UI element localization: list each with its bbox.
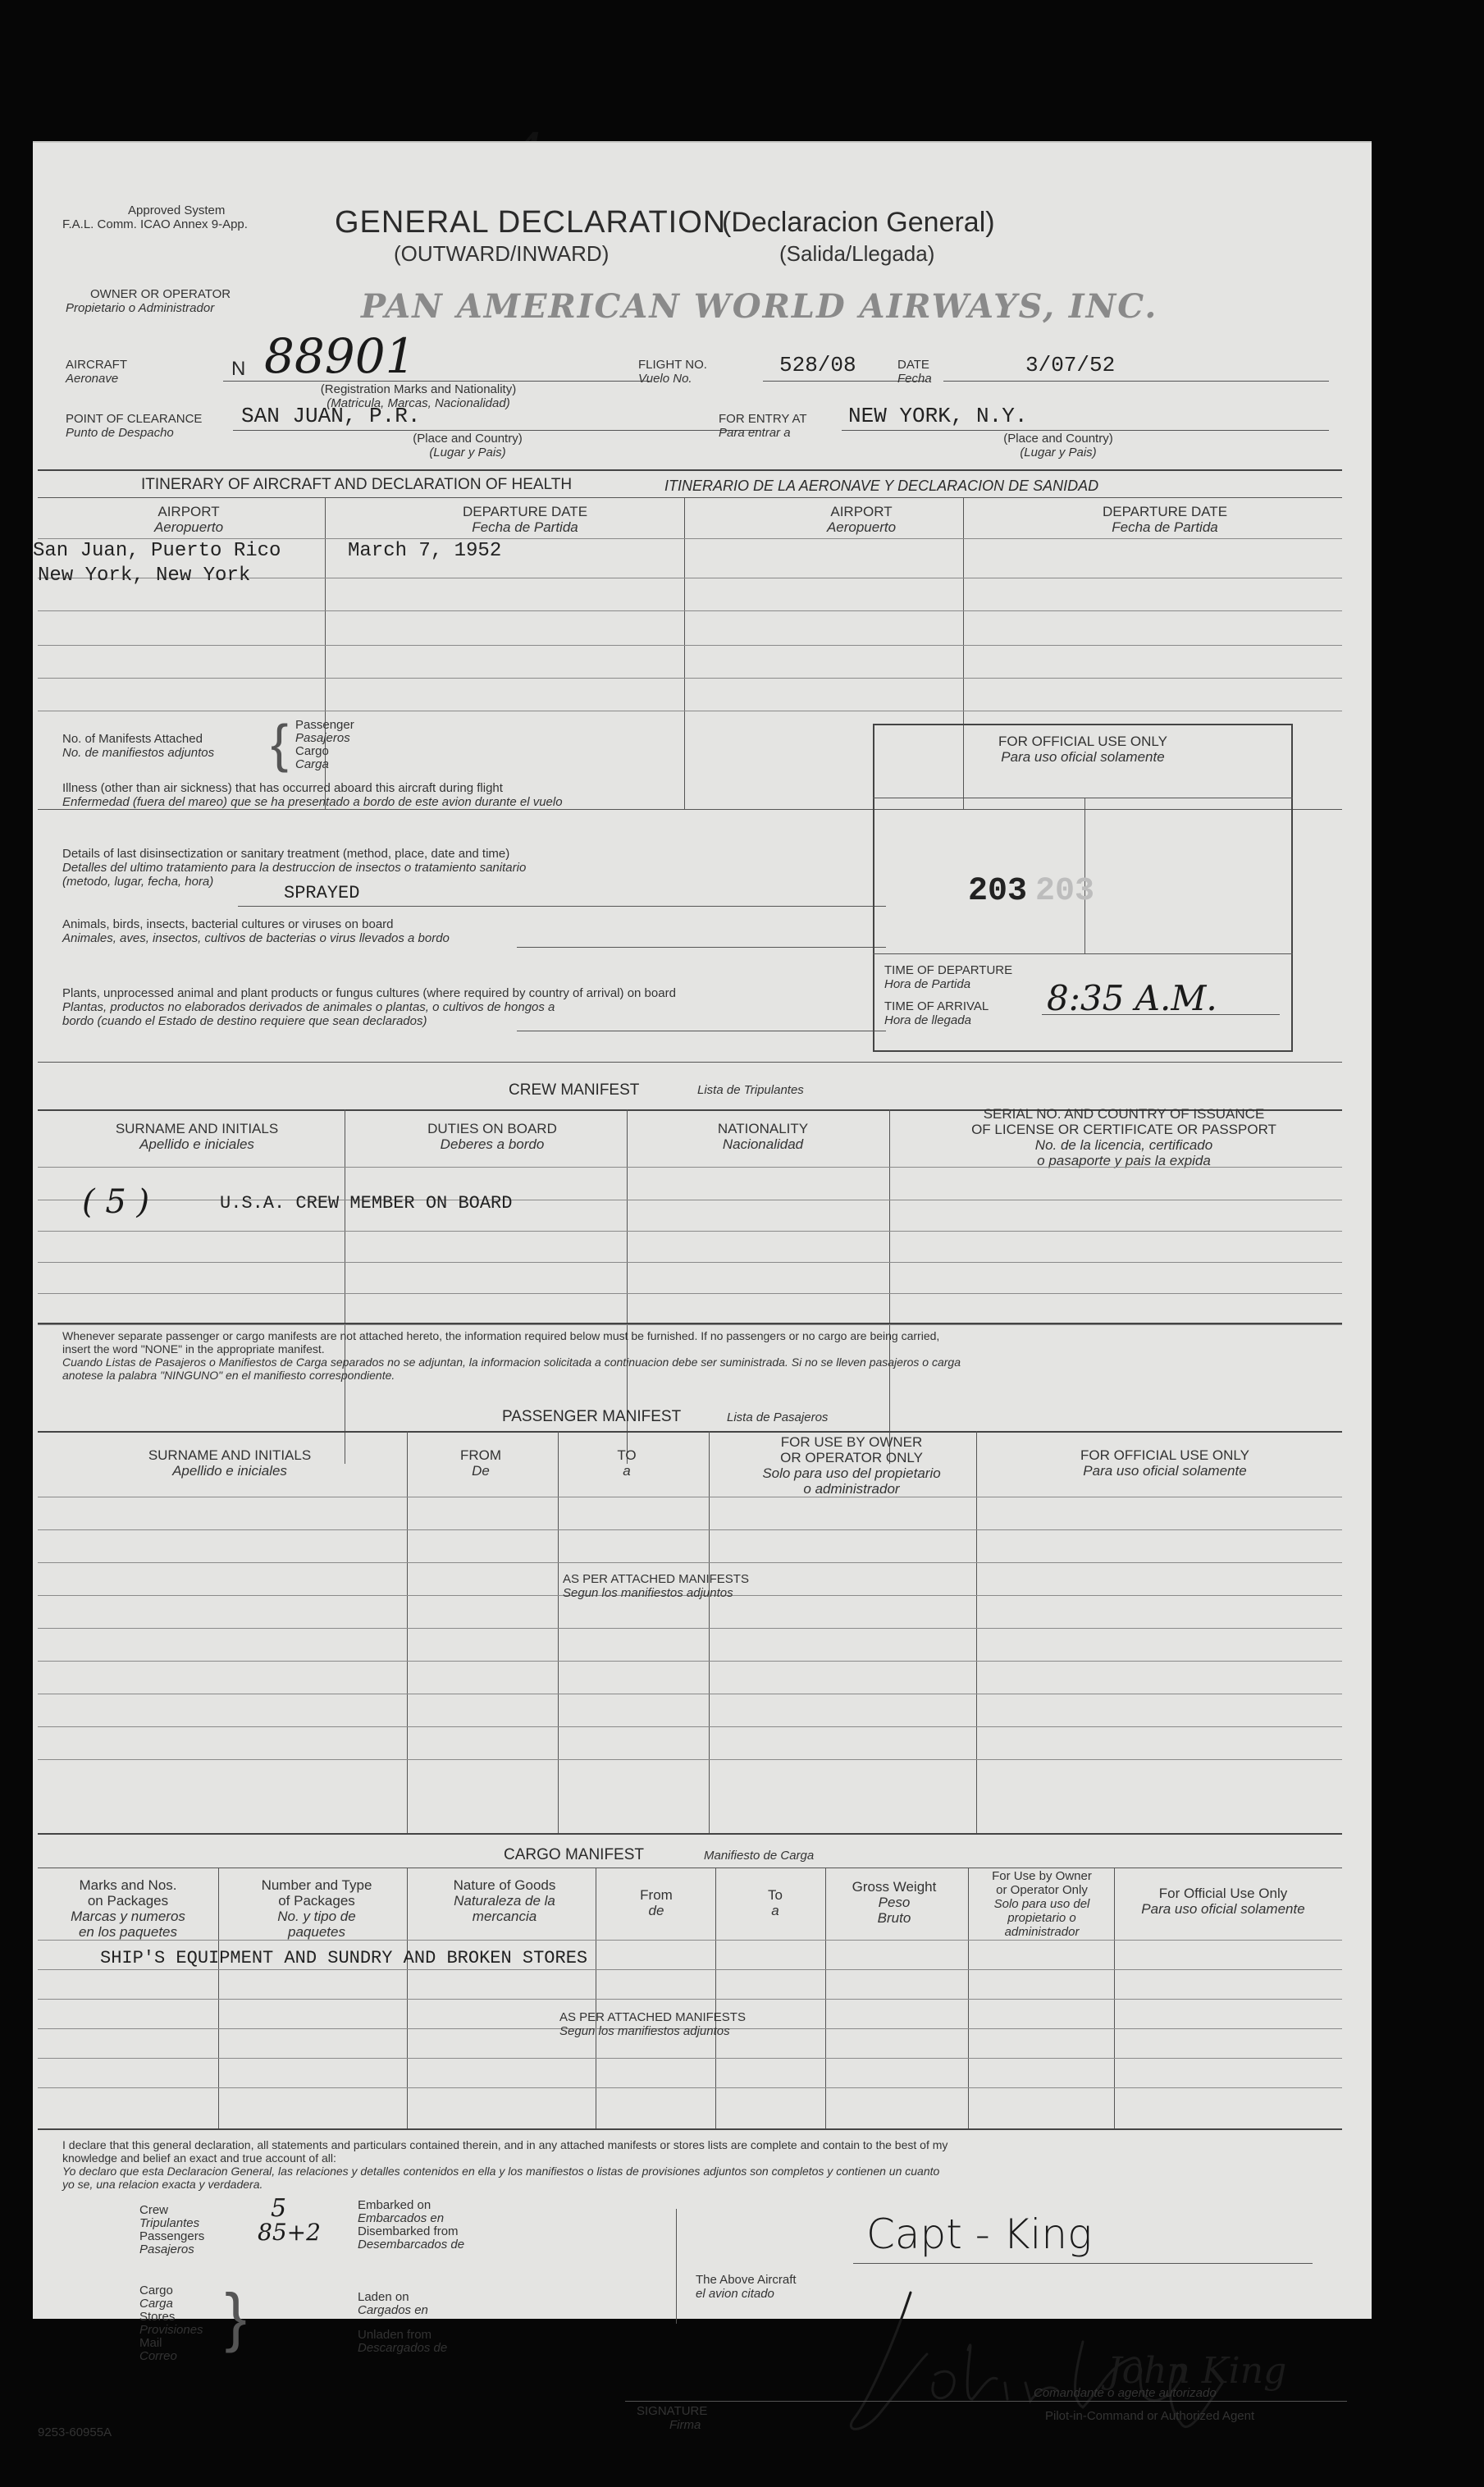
cargo-col-goods: Nature of Goods Naturaleza de la mercancia bbox=[453, 1877, 556, 1924]
illness-label: Illness (other than air sickness) that has occurred aboard this aircraft during flight Enfermedad (fuera del mareo) que se ha presentado a bordo de este avion durante el vuelo bbox=[62, 781, 563, 809]
crew-count: ( 5 ) bbox=[82, 1183, 150, 1221]
passenger-title: PASSENGER MANIFEST bbox=[502, 1408, 682, 1425]
pass-col-to: TO a bbox=[617, 1447, 637, 1479]
official-use-title: FOR OFFICIAL USE ONLY Para uso oficial solamente bbox=[998, 734, 1167, 765]
totals-crew-pass-labels: Crew Tripulantes Passengers Pasajeros bbox=[139, 2203, 205, 2256]
form-subtitle: (OUTWARD/INWARD) bbox=[394, 241, 610, 266]
flight-label: FLIGHT NO. Vuelo No. bbox=[638, 358, 707, 386]
totals-cargo-labels: Cargo Carga Stores Provisiones Mail Correo bbox=[139, 2284, 203, 2363]
aircraft-note: (Registration Marks and Nationality) (Matricula, Marcas, Nacionalidad) bbox=[320, 382, 517, 410]
signer-role-es: Comandante o agente autorizado bbox=[1034, 2386, 1217, 2400]
entry-label: FOR ENTRY AT Para entrar a bbox=[719, 412, 807, 440]
signature-label: SIGNATURE Firma bbox=[637, 2404, 708, 2432]
date-value: 3/07/52 bbox=[1025, 353, 1116, 377]
aircraft-prefix: N bbox=[231, 358, 246, 380]
itinerary-title: ITINERARY OF AIRCRAFT AND DECLARATION OF HEALTH bbox=[141, 476, 573, 493]
arrival-time-label: TIME OF ARRIVAL Hora de llegada bbox=[884, 999, 989, 1027]
above-aircraft-note: The Above Aircraft el avion citado bbox=[696, 2273, 797, 2301]
manifests-attached-label: No. of Manifests Attached No. de manifiestos adjuntos bbox=[62, 732, 215, 760]
crew-entry: U.S.A. CREW MEMBER ON BOARD bbox=[220, 1193, 513, 1214]
official-number-ghost: 203 bbox=[1035, 873, 1095, 910]
form-title-es: (Declaracion General) bbox=[722, 207, 995, 238]
pass-col-owner: FOR USE BY OWNER OR OPERATOR ONLY Solo para uso del propietario o administrador bbox=[762, 1434, 941, 1497]
signer-role: Pilot-in-Command or Authorized Agent bbox=[1045, 2409, 1255, 2423]
crew-col-nationality: NATIONALITY Nacionalidad bbox=[717, 1121, 809, 1152]
crew-total: 5 bbox=[271, 2194, 287, 2223]
plants-label: Plants, unprocessed animal and plant products or fungus cultures (where required by country of arrival) on board Plantas, productos no elaborados derivados de animales o plantas, o cultivos de hongos a bordo (cuando el Estado de destino requiere que sean declarados) bbox=[62, 986, 676, 1028]
itin-col-departure-1: DEPARTURE DATE Fecha de Partida bbox=[462, 504, 588, 535]
declaration-text: I declare that this general declaration, all statements and particulars contained therein, and in any attached manifests or stores lists are complete and contain to the best of my knowledge and belief an exact and true account of all: Yo declaro que esta Declaracion General, las relaciones y detalles contenidos en ella y los manifiestos o listas de provisiones adjuntos son completos y contienen un cuanto yo se, una relacion exacta y verdadera. bbox=[62, 2138, 948, 2191]
cargo-col-owner: For Use by Owner or Operator Only Solo para uso del propietario o administrador bbox=[992, 1869, 1092, 1939]
crew-col-duties: DUTIES ON BOARD Deberes a bordo bbox=[427, 1121, 557, 1152]
itin-row-1-date: March 7, 1952 bbox=[348, 540, 502, 562]
laden-labels: Laden on Cargados en Unladen from Descargados de bbox=[358, 2290, 448, 2355]
crew-title: CREW MANIFEST bbox=[509, 1081, 640, 1099]
departure-time-label: TIME OF DEPARTURE Hora de Partida bbox=[884, 963, 1013, 991]
form-number: 9253-60955A bbox=[38, 2425, 112, 2439]
crew-col-surname: SURNAME AND INITIALS Apellido e iniciales bbox=[115, 1121, 279, 1152]
captain-name-handwritten: Capt - King bbox=[866, 2210, 1093, 2258]
aircraft-registration: 88901 bbox=[264, 328, 416, 384]
official-number: 203 bbox=[968, 873, 1028, 910]
signature-text: John King bbox=[1107, 2350, 1287, 2392]
owner-label: OWNER OR OPERATOR Propietario o Administrador bbox=[66, 287, 231, 315]
cargo-col-marks: Marks and Nos. on Packages Marcas y numeros en los paquetes bbox=[71, 1877, 185, 1940]
disinsect-label: Details of last disinsectization or sanitary treatment (method, place, date and time) Detalles del ultimo tratamiento para la destruccion de insectos o tratamiento sanitario (metodo, lugar, fecha, hora) bbox=[62, 847, 527, 889]
arrival-time-value: 8:35 A.M. bbox=[1047, 978, 1217, 1018]
cargo-stamp: AS PER ATTACHED MANIFESTS Segun los manifiestos adjuntos bbox=[559, 2010, 746, 2038]
owner-value: PAN AMERICAN WORLD AIRWAYS, INC. bbox=[361, 287, 1158, 326]
crew-title-es: Lista de Tripulantes bbox=[697, 1083, 804, 1097]
form-title: GENERAL DECLARATION bbox=[335, 205, 727, 240]
cargo-col-packages: Number and Type of Packages No. y tipo de paquetes bbox=[261, 1877, 372, 1940]
passenger-title-es: Lista de Pasajeros bbox=[727, 1410, 829, 1424]
itin-row-1-airport: San Juan, Puerto Rico bbox=[33, 540, 281, 562]
disinsect-value: SPRAYED bbox=[284, 883, 360, 903]
embark-labels: Embarked on Embarcados en Disembarked from Desembarcados de bbox=[358, 2198, 465, 2252]
entry-value: NEW YORK, N.Y. bbox=[848, 404, 1028, 428]
flight-number: 528/08 bbox=[779, 353, 856, 377]
itin-col-airport-2: AIRPORT Aeropuerto bbox=[826, 504, 897, 535]
pass-col-from: FROM De bbox=[459, 1447, 502, 1479]
itin-col-departure-2: DEPARTURE DATE Fecha de Partida bbox=[1102, 504, 1228, 535]
date-label: DATE Fecha bbox=[897, 358, 932, 386]
itinerary-title-es: ITINERARIO DE LA AERONAVE Y DECLARACION DE SANIDAD bbox=[664, 478, 1099, 494]
cargo-col-from: From de bbox=[640, 1887, 673, 1918]
clearance-label: POINT OF CLEARANCE Punto de Despacho bbox=[66, 412, 203, 440]
cargo-col-to: To a bbox=[768, 1887, 783, 1918]
animals-label: Animals, birds, insects, bacterial cultures or viruses on board Animales, aves, insectos, cultivos de bacterias o virus llevados a bordo bbox=[62, 917, 450, 945]
approval-note: Approved System F.A.L. Comm. ICAO Annex 9-App. bbox=[62, 203, 248, 231]
aircraft-label: AIRCRAFT Aeronave bbox=[66, 358, 127, 386]
itin-col-airport-1: AIRPORT Aeropuerto bbox=[153, 504, 224, 535]
crew-col-license: SERIAL NO. AND COUNTRY OF ISSUANCE OF LICENSE OR CERTIFICATE OR PASSPORT No. de la licencia, certificado o pasaporte y pais la expida bbox=[971, 1106, 1276, 1168]
passenger-stamp: AS PER ATTACHED MANIFESTS Segun los manifiestos adjuntos bbox=[563, 1572, 749, 1600]
cargo-title: CARGO MANIFEST bbox=[504, 1846, 645, 1863]
pass-col-official: FOR OFFICIAL USE ONLY Para uso oficial solamente bbox=[1080, 1447, 1249, 1479]
cargo-entry: SHIP'S EQUIPMENT AND SUNDRY AND BROKEN STORES bbox=[100, 1948, 588, 1968]
passenger-total: 85+2 bbox=[258, 2219, 321, 2246]
entry-note: (Place and Country) (Lugar y Pais) bbox=[1003, 432, 1113, 459]
clearance-value: SAN JUAN, P.R. bbox=[241, 404, 421, 428]
cargo-col-official: For Official Use Only Para uso oficial solamente bbox=[1141, 1886, 1305, 1917]
cargo-col-weight: Gross Weight Peso Bruto bbox=[852, 1879, 937, 1926]
pass-col-surname: SURNAME AND INITIALS Apellido e iniciales bbox=[148, 1447, 312, 1479]
general-declaration-form: Approved System F.A.L. Comm. ICAO Annex 9-App. GENERAL DECLARATION (Declaracion General) (OUTWARD/INWARD) (Salida/Llegada) OWNER OR OPERATOR Propietario o Administrador PAN AMERICAN WORLD AIRWAYS, INC. AIRCRAFT Aeronave N 88901 (Registration Marks and Nationality) (Matricula, Marcas, Nacionalidad) FLIGHT NO. Vuelo No. 528/08 DATE Fecha 3/07/52 POINT OF CLEARANCE Punto de Despacho SAN JUAN, P.R. (Place and Country) (Lugar y Pais) FOR ENTRY AT Para entrar a NEW YORK, N.Y. (Place and Country) (Lugar y Pais) ITINERARY OF AIRCRAFT AND DECLARATION OF HEALTH ITINERARIO DE LA AERONAVE Y DECLARACION DE SANIDAD AIRPORT Aeropuerto DEPARTURE DATE Fecha de Partida AIRPORT Aeropuerto DEPARTURE DATE Fecha de Partida San Juan, Puerto Rico March 7, 1952 New York, New York No. of Manifests Attached No. de manifiestos adjuntos { Passenger Pasajeros Cargo Carga Illness (other than air sickness) that has occurred aboard this aircraft during flight Enfermedad (fuera del mareo) que se ha presentado a bordo de este avion durante el vuelo Details of last disinsectization or sanitary treatment (method, place, date and time) Detalles del ultimo tratamiento para la destruccion de insectos o tratamiento sanitario (metodo, lugar, fecha, hora) SPRAYED Animals, birds, insects, bacterial cultures or viruses on board Animales, aves, insectos, cultivos de bacterias o virus llevados a bordo Plants, unprocessed animal and plant products or fungus cultures (where required by country of arrival) on board Plantas, productos no elaborados derivados de animales o plantas, o cultivos de hongos a bordo (cuando el Estado de destino requiere que sean declarados) FOR OFFICIAL USE ONLY Para uso oficial solamente 203 203 TIME OF DEPARTURE Hora de Partida TIME OF ARRIVAL Hora de llegada 8:35 A.M. CREW MANIFEST Lista de Tripulantes SURNAME AND INITIALS Apellido e iniciales DUTIES ON BOARD Deberes a bordo NATIONALITY Nacionalidad SERIAL NO. AND COUNTRY OF ISSUANCE OF LICENSE OR CERTIFICATE OR PASSPORT No. de la licencia, certificado o pasaporte y pais la expida ( 5 ) U.S.A. CREW MEMBER ON BOARD Whenever separate passenger or cargo manifests are not attached hereto, the information required below must be furnished. If no passengers or no cargo are being carried, insert the word "NONE" in the appropriate manifest. Cuando Listas de Pasajeros o Manifiestos de Carga separados no se adjuntan, la informacion solicitada a continuacion debe ser suministrada. Si no se lleven pasajeros o carga anotese la palabra "NINGUNO" en el manifiesto correspondiente. PASSENGER MANIFEST Lista de Pasajeros SURNAME AND INITIALS Apellido e iniciales FROM De TO a FOR USE BY OWNER OR OPERATOR ONLY Solo para uso del propietario o administrador FOR OFFICIAL USE ONLY Para uso oficial solamente AS PER ATTACHED MANIFESTS Segun los manifiestos adjuntos CARGO MANIFEST Manifiesto de Carga Marks and Nos. on Packages Marcas y numeros en los paquetes Number and Type of Packages No. y tipo de paquetes Nature of Goods Naturaleza de la mercancia From de To a Gross Weight Peso Bruto For Use by Owner or Operator Only Solo para uso del propietario o administrador For Official Use Only Para uso oficial solamente SHIP'S EQUIPMENT AND SUNDRY AND BROKEN STORES AS PER ATTACHED MANIFESTS Segun los manifiestos adjuntos I declare that this general declaration, all statements and particulars contained therein, and in any attached manifests or stores lists are complete and contain to the best of my knowledge and belief an exact and true account of all: Yo declaro que esta Declaracion General, las relaciones y detalles contenidos en ella y los manifiestos o listas de provisiones adjuntos son completos y contienen un cuanto yo se, una relacion exacta y verdadera. Crew Tripulantes Passengers Pasajeros 5 85+2 Embarked on Embarcados en Disembarked from Desembarcados de Cargo Carga Stores Provisiones Mail Correo } Laden on Cargados en Unladen from Descargados de The Above Aircraft el avion citado Capt - King John King SIGNATURE Firma Comandante o agente autorizado Pilot-in-Command or Authorized Agent 9253-60955A bbox=[33, 141, 1372, 2319]
itin-row-2-airport: New York, New York bbox=[38, 565, 251, 587]
clearance-note: (Place and Country) (Lugar y Pais) bbox=[413, 432, 523, 459]
manifest-notice: Whenever separate passenger or cargo manifests are not attached hereto, the information required below must be furnished. If no passengers or no cargo are being carried, insert the word "NONE" in the appropriate manifest. Cuando Listas de Pasajeros o Manifiestos de Carga separados no se adjuntan, la informacion solicitada a continuacion debe ser suministrada. Si no se lleven pasajeros o carga anotese la palabra "NINGUNO" en el manifiesto correspondiente. bbox=[62, 1329, 961, 1382]
cargo-title-es: Manifiesto de Carga bbox=[704, 1849, 815, 1863]
manifest-types: Passenger Pasajeros Cargo Carga bbox=[295, 718, 354, 771]
form-subtitle-es: (Salida/Llegada) bbox=[779, 241, 935, 266]
